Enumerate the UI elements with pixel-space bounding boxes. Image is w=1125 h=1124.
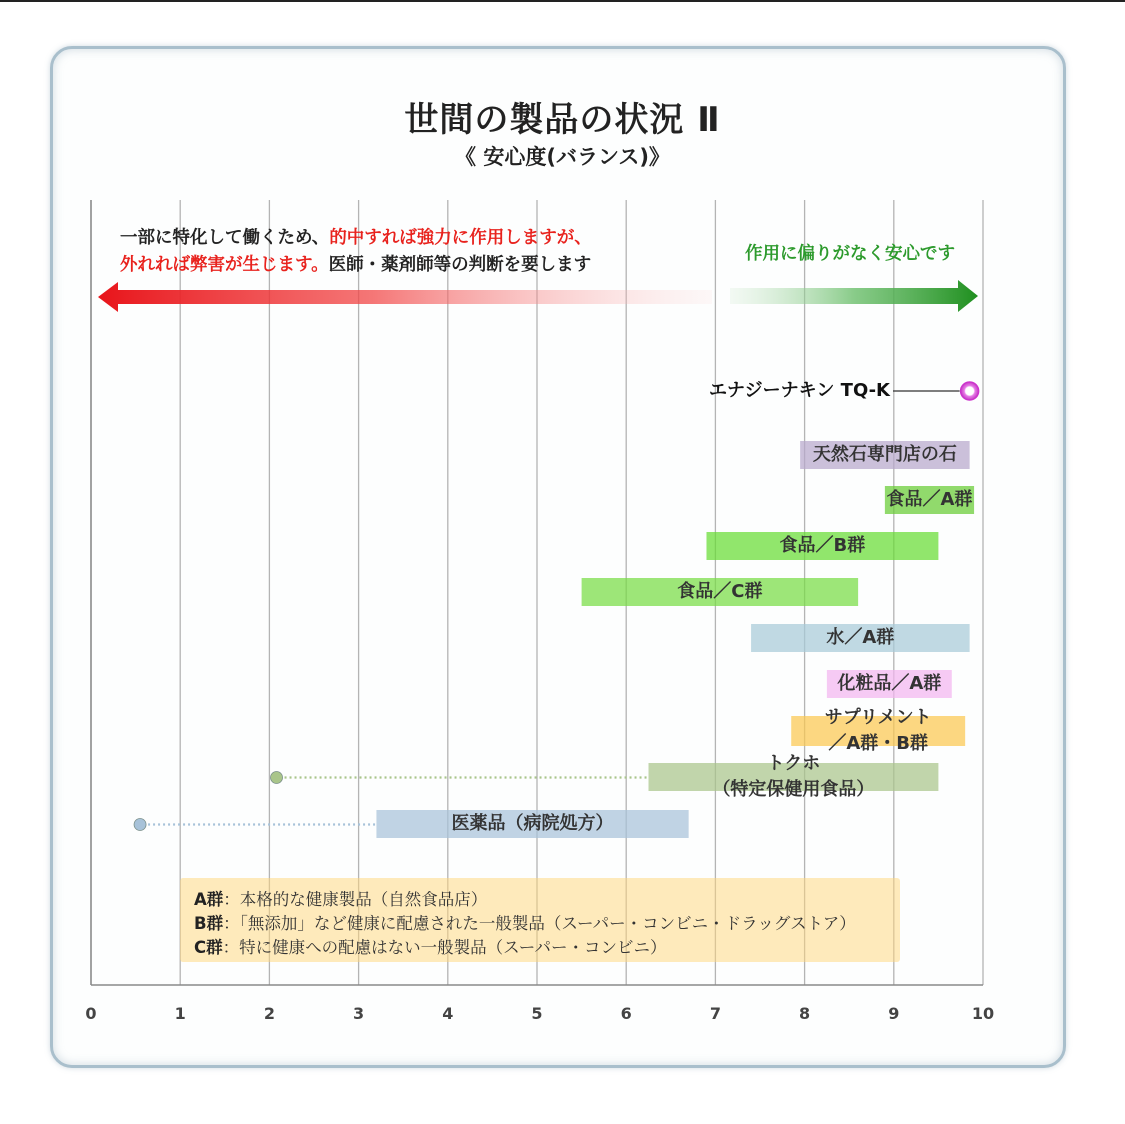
x-tick-label-5: 5 (531, 1004, 543, 1023)
legend-key-a: A群 (194, 890, 224, 909)
bar-label-1: 食品／A群 (886, 489, 973, 510)
x-tick-label-0: 0 (85, 1004, 97, 1023)
bar-label-6-line2: ／A群・B群 (828, 733, 929, 754)
x-tick-label-8: 8 (799, 1004, 811, 1023)
bar-label-7-line1: トクホ (766, 753, 821, 774)
bar-label-6-line1: サプリメント (824, 707, 932, 728)
bar-label-8: 医薬品（病院処方） (451, 813, 614, 834)
bar-label-0: 天然石専門店の石 (812, 444, 957, 465)
chart-title: 世間の製品の状況 Ⅱ (404, 100, 721, 140)
legend-key-c: C群 (194, 938, 223, 957)
x-tick-label-10: 10 (971, 1004, 995, 1023)
start-dot-7 (271, 772, 283, 784)
red-arrow (98, 282, 712, 312)
x-tick-label-9: 9 (888, 1004, 900, 1023)
note-left-line2-red: 外れれば弊害が生じます。 (120, 255, 329, 275)
legend-text-b: ：「無添加」など健康に配慮された一般製品（スーパー・コンビニ・ドラッグストア） (223, 914, 856, 933)
bar-label-4: 水／A群 (826, 627, 895, 648)
legend-row-a (194, 886, 487, 910)
green-arrow (730, 280, 978, 312)
legend-row-b (194, 910, 856, 934)
note-left-line1 (120, 224, 592, 253)
bar-label-7 (643, 751, 943, 803)
x-tick-label-7: 7 (709, 1004, 721, 1023)
bar-label-5: 化粧品／A群 (837, 673, 942, 694)
x-tick-label-2: 2 (263, 1004, 275, 1023)
marker-label: エナジーナキン TQ-K (708, 380, 890, 401)
note-left-line2 (120, 251, 591, 280)
bar-label-7-line2: （特定保健用食品） (712, 779, 875, 800)
x-tick-label-6: 6 (620, 1004, 632, 1023)
start-dot-8 (134, 819, 146, 831)
bar-label-2: 食品／B群 (779, 535, 866, 556)
note-left-line1-red: 的中すれば強力に作用しますが、 (329, 228, 592, 248)
bar-label-6 (728, 705, 1028, 757)
note-right: 作用に偏りがなく安心です (745, 244, 955, 264)
note-left-line1-plain: 一部に特化して働くため、 (120, 228, 330, 248)
bar-label-3: 食品／C群 (677, 581, 763, 602)
note-left-line2-plain: 医師・薬剤師等の判断を要します (328, 255, 592, 275)
x-tick-label-1: 1 (174, 1004, 186, 1023)
x-tick-label-3: 3 (353, 1004, 365, 1023)
legend-key-b: B群 (194, 914, 224, 933)
legend-row-c (194, 934, 666, 958)
legend-text-a: ：本格的な健康製品（自然食品店） (223, 890, 488, 909)
chart-subtitle: 《 安心度(バランス)》 (455, 145, 670, 169)
marker-point (961, 382, 979, 400)
legend-text-c: ：特に健康への配慮はない一般製品（スーパー・コンビニ） (222, 938, 667, 957)
x-tick-label-4: 4 (442, 1004, 454, 1023)
